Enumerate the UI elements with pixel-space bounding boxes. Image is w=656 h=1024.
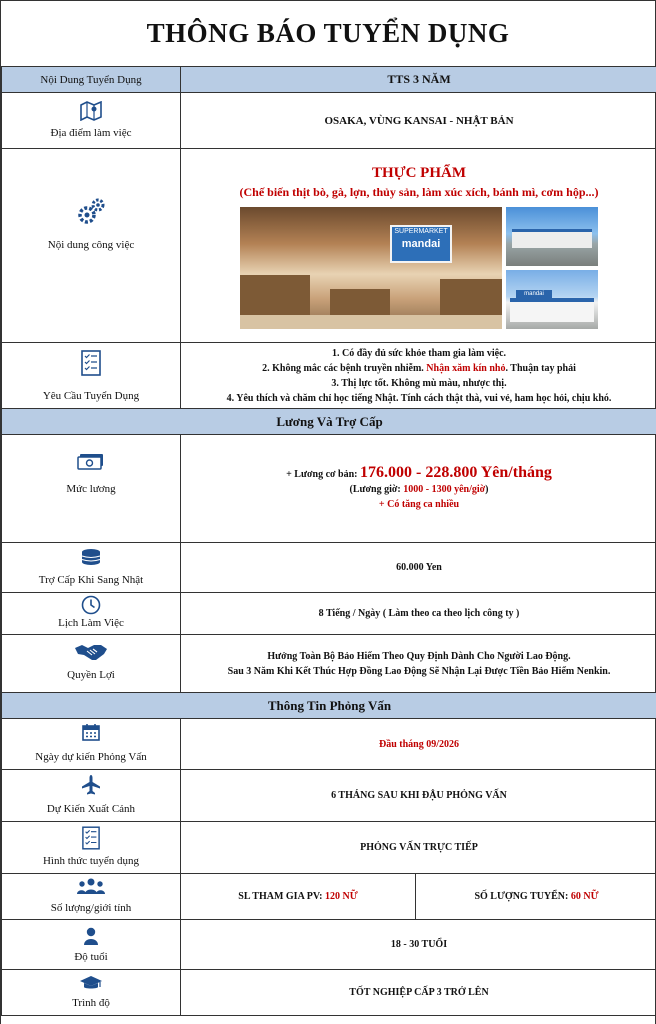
store-exterior-photo-2 (506, 270, 598, 329)
people-icon (2, 877, 180, 895)
attend-count: SL THAM GIA PV: 120 NỮ (181, 874, 416, 920)
row-location (2, 93, 656, 149)
money-icon (2, 453, 180, 471)
store-logo: mandai (516, 290, 552, 299)
education-value: TỐT NGHIỆP CẤP 3 TRỞ LÊN (181, 970, 656, 1016)
benefits-label: Quyền Lợi (67, 669, 115, 681)
job-detail: (Chế biến thịt bò, gà, lợn, thủy sản, làm xúc xích, bánh mì, cơm hộp...) (239, 185, 599, 199)
format-label: Hình thức tuyển dụng (42, 855, 140, 867)
checklist-icon (2, 350, 180, 376)
airplane-icon (2, 774, 180, 796)
format-value: PHỎNG VẤN TRỰC TIẾP (181, 822, 656, 874)
allowance-value: 60.000 Yen (181, 543, 656, 593)
allowance-label: Trợ Cấp Khi Sang Nhật (38, 574, 144, 586)
location-value: OSAKA, VÙNG KANSAI - NHẬT BẢN (181, 93, 656, 149)
row-benefits (2, 635, 656, 693)
coins-icon (2, 548, 180, 568)
row-requirements (2, 343, 656, 409)
job-heading: THỰC PHẨM (371, 165, 466, 181)
age-label: Độ tuổi (74, 951, 108, 963)
store-exterior-photo-1 (506, 207, 598, 266)
requirement-4: 4. Yêu thích và chăm chỉ học tiếng Nhật. Tính cách thật thà, vui vẻ, ham học hỏi, chịu khó. (226, 392, 612, 404)
salary-label: Mức lương (66, 483, 116, 495)
schedule-value: 8 Tiếng / Ngày ( Làm theo ca theo lịch công ty ) (181, 593, 656, 635)
requirement-2: 2. Không mắc các bệnh truyền nhiễm. Nhận xăm kín nhỏ. Thuận tay phải (262, 362, 576, 374)
section-salary-row (2, 409, 656, 435)
store-photos (181, 207, 656, 329)
clock-icon (2, 595, 180, 615)
age-value: 18 - 30 TUỔI (181, 920, 656, 970)
education-label: Trình độ (72, 997, 110, 1009)
job-table (1, 66, 656, 1016)
row-allowance (2, 543, 656, 593)
interview-date-label: Ngày dự kiến Phỏng Vấn (35, 751, 147, 763)
job-label: Nội dung công việc (47, 239, 135, 251)
departure-label: Dự Kiến Xuất Cảnh (46, 803, 136, 815)
supermarket-interior-photo (240, 207, 502, 329)
person-icon (2, 927, 180, 945)
gears-icon (2, 197, 180, 227)
benefit-line-2: Sau 3 Năm Khi Kết Thúc Hợp Đồng Lao Động Sẽ Nhận Lại Được Tiền Bảo Hiểm Nenkin. (227, 665, 611, 677)
map-icon (2, 101, 180, 121)
requirement-3: 3. Thị lực tốt. Không mù màu, nhược thị. (331, 377, 507, 389)
requirements-label: Yêu Cầu Tuyển Dụng (42, 390, 140, 402)
page-title: THÔNG BÁO TUYỂN DỤNG (1, 0, 655, 66)
graduation-cap-icon (2, 975, 180, 991)
store-sign-top: SUPERMARKET (394, 228, 448, 235)
row-schedule (2, 593, 656, 635)
section-interview-title: Thông Tin Phỏng Vấn (2, 693, 656, 719)
calendar-icon (2, 723, 180, 741)
header-right: TTS 3 NĂM (181, 67, 656, 93)
checklist-icon (2, 826, 180, 850)
base-salary: + Lương cơ bản: 176.000 - 228.800 Yên/tháng (286, 464, 552, 481)
benefit-line-1: Hưởng Toàn Bộ Bảo Hiểm Theo Quy Định Dành Cho Người Lao Động. (267, 650, 571, 662)
hourly-salary: (Lương giờ: 1000 - 1300 yên/giờ) (349, 484, 489, 495)
row-job (2, 149, 656, 343)
store-sign-brand: mandai (401, 238, 441, 250)
interview-date-value: Đầu tháng 09/2026 (181, 719, 656, 770)
store-sign (390, 225, 452, 263)
row-quantity (2, 874, 656, 920)
location-label: Địa điểm làm việc (50, 127, 132, 139)
requirement-1: 1. Có đầy đủ sức khỏe tham gia làm việc. (331, 347, 507, 359)
overtime-note: + Có tăng ca nhiều (378, 499, 460, 510)
quantity-label: Số lượng/giới tính (50, 902, 132, 914)
handshake-icon (2, 642, 180, 662)
hire-count: SỐ LƯỢNG TUYỂN: 60 NỮ (416, 874, 656, 920)
row-format (2, 822, 656, 874)
section-salary-title: Lương Và Trợ Cấp (2, 409, 656, 435)
row-departure (2, 770, 656, 822)
section-interview-row (2, 693, 656, 719)
row-education (2, 970, 656, 1016)
schedule-label: Lịch Làm Việc (58, 617, 124, 629)
row-interview-date (2, 719, 656, 770)
row-salary (2, 435, 656, 543)
header-row (2, 67, 656, 93)
departure-value: 6 THÁNG SAU KHI ĐẬU PHỎNG VẤN (181, 770, 656, 822)
row-age (2, 920, 656, 970)
header-left: Nội Dung Tuyển Dụng (2, 67, 181, 93)
